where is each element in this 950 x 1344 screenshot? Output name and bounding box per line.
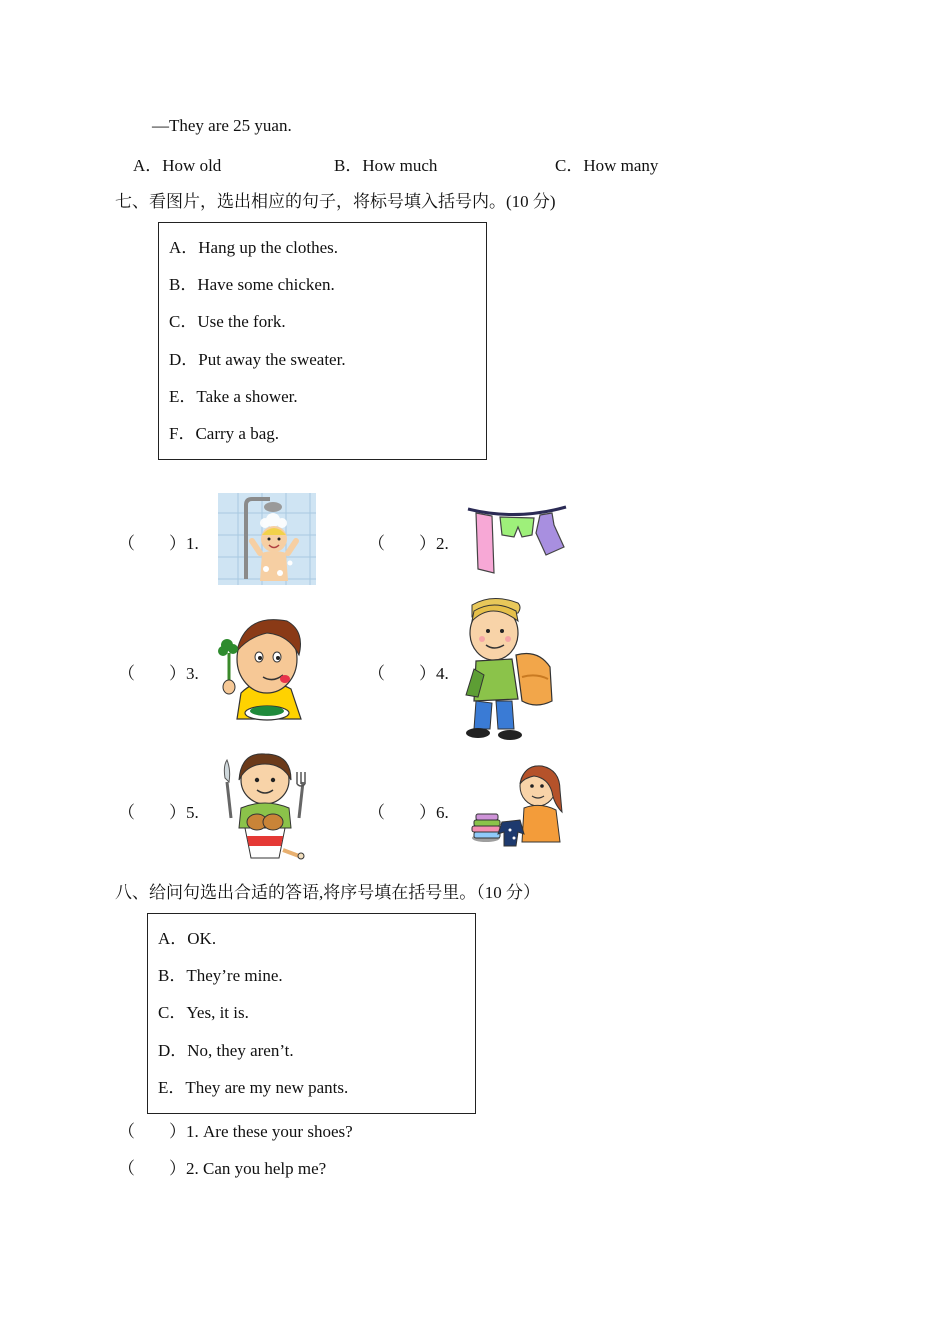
s7-choice-b: B．Have some chicken. [169,275,335,294]
boy-with-backpack-icon [462,597,554,743]
s7-choice-e: E．Take a shower. [169,387,298,406]
girl-folding-clothes-icon [468,764,568,848]
s7-choice-c: C．Use the fork. [169,312,286,331]
option-b: B．How much [334,156,438,175]
s8-choice-a: A．OK. [158,929,217,948]
clothesline-icon [466,503,568,575]
boy-knife-fork-chicken-icon [217,752,313,862]
section8-choice-box [147,913,476,1114]
s7-choice-d: D．Put away the sweater. [169,350,346,369]
s7-item-3-label: （ ）3. [118,664,199,683]
s8-question-2: （ ）2. Can you help me? [118,1159,327,1178]
boy-shower-icon [218,493,316,585]
option-c: C．How many [555,156,659,175]
s8-question-1: （ ）1. Are these your shoes? [118,1122,353,1141]
section8-heading: 八、给问句选出合适的答语,将序号填在括号里。（10 分） [115,883,540,902]
s7-choice-a: A．Hang up the clothes. [169,238,339,257]
section7-heading: 七、看图片，选出相应的句子，将标号填入括号内。(10 分) [115,192,556,211]
s8-choice-e: E．They are my new pants. [158,1078,349,1097]
option-a: A．How old [133,156,222,175]
s7-item-1-label: （ ）1. [118,534,199,553]
s8-choice-d: D．No, they aren’t. [158,1041,294,1060]
answer-line: —They are 25 yuan. [152,116,292,135]
s7-item-5-label: （ ）5. [118,803,199,822]
s7-choice-f: F．Carry a bag. [169,424,280,443]
s7-item-2-label: （ ）2. [368,534,449,553]
s8-choice-b: B．They’re mine. [158,966,283,985]
s7-item-6-label: （ ）6. [368,803,449,822]
boy-eating-broccoli-icon [215,611,307,723]
s7-item-4-label: （ ）4. [368,664,449,683]
section7-choice-box [158,222,487,460]
s8-choice-c: C．Yes, it is. [158,1003,249,1022]
